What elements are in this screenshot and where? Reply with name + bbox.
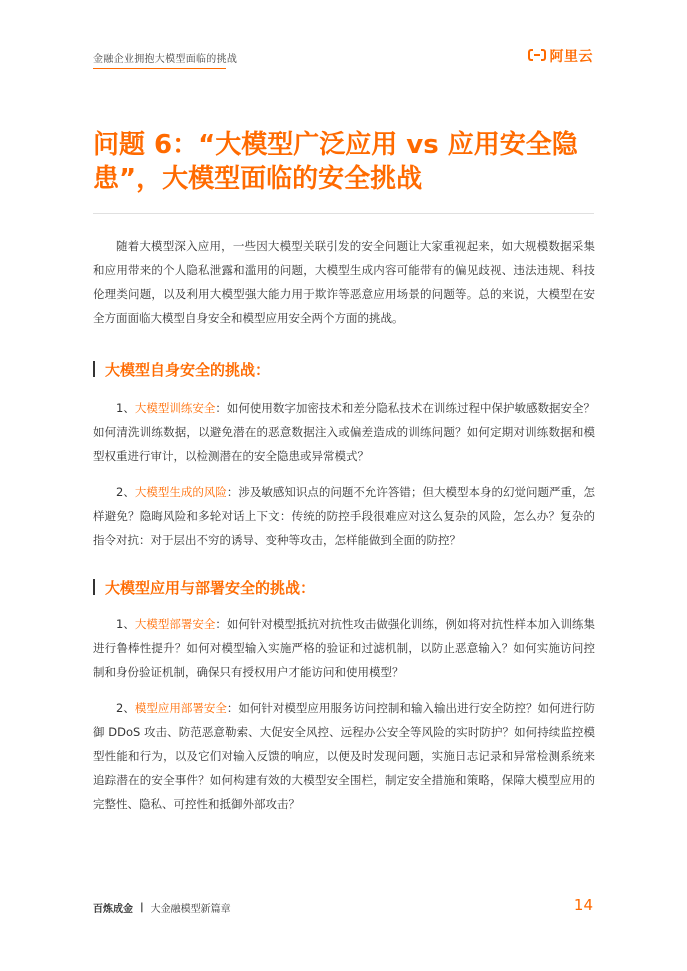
footer-brand: 百炼成金	[93, 904, 133, 915]
section-marker	[93, 361, 95, 377]
intro-paragraph: 随着大模型深入应用，一些因大模型关联引发的安全问题让大家重视起来，如大规模数据采集和应用带来的个人隐私泄露和滥用的问题，大模型生成内容可能带有的偏见歧视、违法违规、科技伦理类问题，以及利用大模型强大能力用于欺诈等恶意应用场景的问题等。总的来说，大模型在安全方面面临大模型自身安全和模型应用安全两个方面的挑战。	[93, 239, 595, 325]
section-heading-deployment-security	[93, 577, 315, 597]
header-title: 金融企业拥抱大模型面临的挑战	[93, 54, 238, 65]
list-item: 1、大模型部署安全：如何针对模型抵抗对抗性攻击做强化训练，例如将对抗性样本加入训练集进行鲁棒性提升？如何对模型输入实施严格的验证和过滤机制，以防止恶意输入？如何实施访问控制和身份验证机制，确保只有授权用户才能访问和使用模型？	[93, 617, 595, 679]
highlight-term: 大模型部署安全	[134, 617, 216, 631]
footer-separator: |	[140, 902, 144, 913]
footer-subtitle: 大金融模型新篇章	[150, 904, 231, 915]
list-item: 2、模型应用部署安全：如何针对模型应用服务访问控制和输入输出进行安全防控？如何进行防御 DDoS 攻击、防范恶意勒索、大促安全风控、远程办公安全等风险的实时防护？如何持续监控模型性能和行为，以及它们对输入反馈的响应，以便及时发现问题，实施日志记录和异常检测系统来追踪潜在的安全事件？如何构建有效的大模型安全围栏，制定安全措施和策略，保障大模型应用的完整性、隐私、可控性和抵御外部攻击？	[93, 701, 596, 811]
list-item: 2、大模型生成的风险：涉及敏感知识点的问题不允许答错；但大模型本身的幻觉问题严重，怎样避免？隐晦风险和多轮对话上下文：传统的防控手段很难应对这么复杂的风险，怎么办？复杂的指令对抗：对于层出不穷的诱导、变种等攻击，怎样能做到全面的防控？	[93, 485, 596, 547]
footer	[93, 900, 231, 915]
logo-text: 阿里云	[549, 49, 593, 65]
section-heading-text: 大模型应用与部署安全的挑战：	[105, 578, 316, 597]
logo	[528, 46, 594, 66]
page-title: 问题 6：“大模型广泛应用 vs 应用安全隐患”，大模型面临的安全挑战	[93, 130, 578, 194]
section-marker	[93, 579, 95, 595]
highlight-term: 大模型训练安全	[134, 401, 216, 415]
highlight-term: 模型应用部署安全	[134, 701, 227, 715]
list-item: 1、大模型训练安全：如何使用数字加密技术和差分隐私技术在训练过程中保护敏感数据安全？如何清洗训练数据，以避免潜在的恶意数据注入或偏差造成的训练问题？如何定期对训练数据和模型权重进行审计，以检测潜在的安全隐患或异常模式？	[93, 401, 595, 463]
highlight-term: 大模型生成的风险	[134, 485, 227, 499]
header-underline	[93, 68, 226, 69]
aliyun-logo-icon	[528, 49, 546, 63]
title-divider	[93, 213, 594, 214]
page-number: 14	[573, 896, 593, 914]
section-heading-model-security	[93, 359, 270, 379]
section-heading-text: 大模型自身安全的挑战：	[105, 360, 271, 379]
